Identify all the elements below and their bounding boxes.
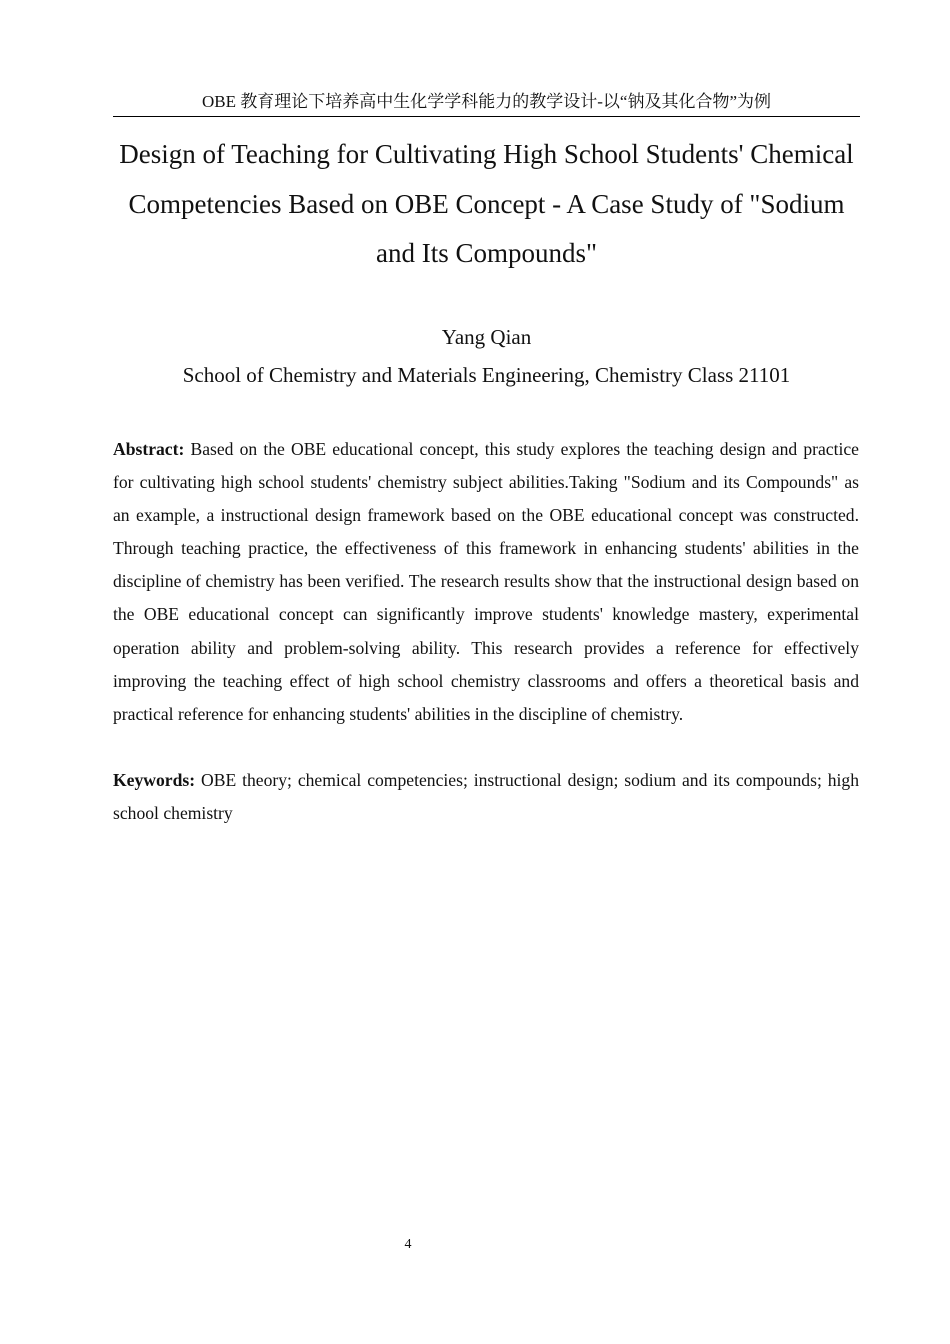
keywords-label: Keywords: (113, 770, 196, 790)
paper-title: Design of Teaching for Cultivating High School Students' Chemical Competencies Based on OBE Concept - A Case Study of "Sodium and Its Compounds" (119, 139, 854, 268)
running-title: OBE 教育理论下培养高中生化学学科能力的教学设计-以“钠及其化合物”为例 (201, 92, 771, 111)
keywords-text: OBE theory; chemical competencies; instructional design; sodium and its compounds; high school chemistry (113, 770, 860, 824)
author-name: Yang Qian (441, 325, 532, 349)
abstract-label: Abstract: (113, 439, 185, 459)
keywords (113, 764, 859, 830)
author-affiliation: School of Chemistry and Materials Engineering, Chemistry Class 21101 (182, 363, 791, 387)
page-number: 4 (404, 1237, 412, 1252)
abstract (113, 433, 859, 731)
running-header (113, 90, 860, 117)
abstract-text: Based on the OBE educational concept, this study explores the teaching design and practice for cultivating high school students' chemistry subject abilities.Taking "Sodium and its Compounds" as an example, a instructional design framework based on the OBE educational concept was constructed. Through teaching practice, the effectiveness of this framework in enhancing students' abilities in the discipline of chemistry has been verified. The research results show that the instructional design based on the OBE educational concept can significantly improve students' knowledge mastery, experimental operation ability and problem-solving ability. This research provides a reference for effectively improving the teaching effect of high school chemistry classrooms and offers a theoretical basis and practical reference for enhancing students' abilities in the discipline of chemistry. (113, 439, 859, 724)
